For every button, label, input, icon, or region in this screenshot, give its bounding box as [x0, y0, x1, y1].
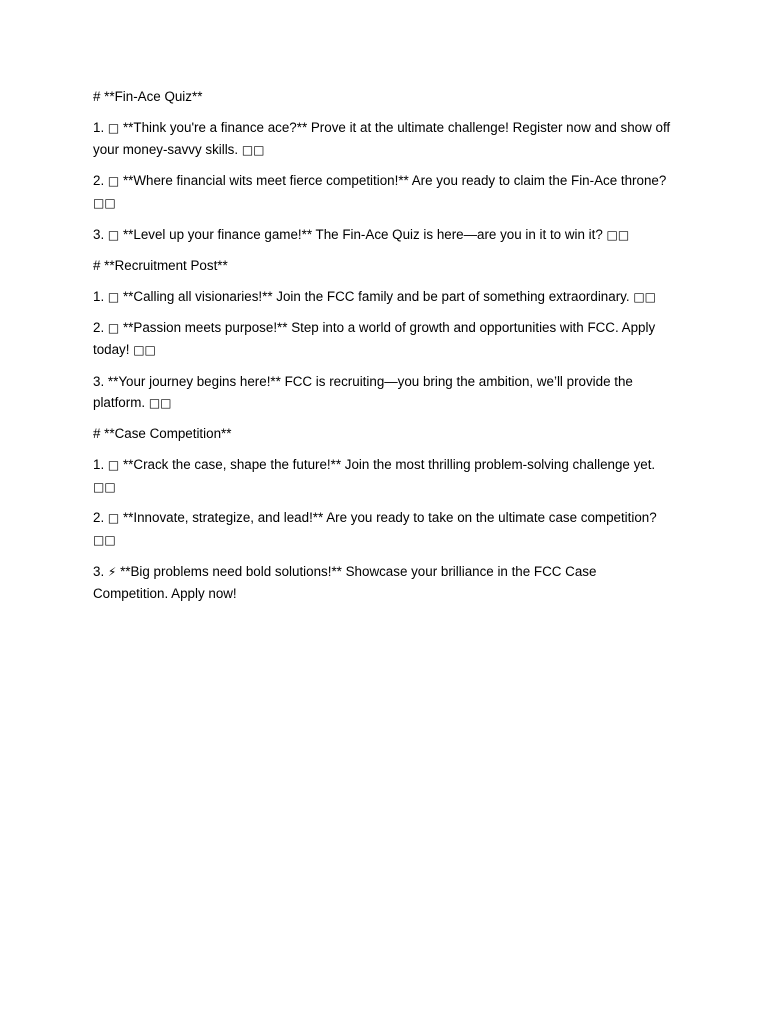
- item-number: 3.: [93, 563, 105, 579]
- list-item: [93, 286, 673, 308]
- missing-glyph-icon: □□: [93, 533, 116, 547]
- list-item: [93, 561, 673, 604]
- list-item: [93, 224, 673, 246]
- item-number: 3.: [93, 373, 105, 389]
- document-page: [93, 86, 673, 613]
- missing-glyph-icon: □: [107, 289, 120, 304]
- missing-glyph-icon: □□: [93, 479, 116, 494]
- item-text: **Big problems need bold solutions!** Showcase your brilliance in the FCC Case Competition. Apply now!: [93, 563, 597, 601]
- item-text: **Crack the case, shape the future!** Join the most thrilling problem-solving challenge yet.: [119, 456, 656, 472]
- item-number: 2.: [93, 173, 105, 188]
- item-number: 2.: [93, 510, 105, 525]
- missing-glyph-icon: □□: [133, 343, 156, 357]
- item-text: **Passion meets purpose!** Step into a world of growth and opportunities with FCC. Apply today!: [93, 320, 656, 357]
- missing-glyph-icon: □: [107, 120, 120, 135]
- item-number: 1.: [93, 456, 105, 472]
- missing-glyph-icon: □: [107, 174, 120, 188]
- lightning-icon: ⚡: [107, 564, 117, 579]
- list-item: [93, 507, 673, 551]
- missing-glyph-icon: □□: [606, 227, 630, 242]
- item-text: **Level up your finance game!** The Fin-Ace Quiz is here—are you in it to win it?: [119, 226, 603, 242]
- missing-glyph-icon: □□: [148, 395, 172, 410]
- missing-glyph-icon: □□: [241, 142, 265, 157]
- section-heading-recruitment-post: # **Recruitment Post**: [93, 258, 228, 273]
- item-text: **Innovate, strategize, and lead!** Are you ready to take on the ultimate case competition?: [119, 510, 657, 525]
- list-item: [93, 371, 673, 414]
- list-item: [93, 117, 673, 161]
- list-item: [93, 170, 673, 214]
- item-number: 3.: [93, 226, 105, 242]
- section-heading-fin-ace-quiz: # **Fin-Ace Quiz**: [93, 89, 203, 104]
- missing-glyph-icon: □: [107, 457, 120, 472]
- item-number: 1.: [93, 119, 105, 135]
- item-text: **Calling all visionaries!** Join the FCC family and be part of something extraordinary.: [119, 288, 630, 304]
- list-item: [93, 454, 673, 498]
- item-text: **Your journey begins here!** FCC is recruiting—you bring the ambition, we’ll provide the platform.: [93, 373, 633, 410]
- missing-glyph-icon: □□: [633, 289, 656, 304]
- list-item: [93, 317, 673, 361]
- section-heading-case-competition: # **Case Competition**: [93, 426, 232, 441]
- missing-glyph-icon: □: [107, 227, 120, 242]
- missing-glyph-icon: □□: [93, 196, 116, 210]
- missing-glyph-icon: □: [107, 511, 120, 525]
- item-number: 1.: [93, 288, 105, 304]
- item-text: **Where financial wits meet fierce competition!** Are you ready to claim the Fin-Ace throne?: [119, 173, 667, 188]
- item-number: 2.: [93, 320, 105, 335]
- item-text: **Think you're a finance ace?** Prove it at the ultimate challenge! Register now and show off your money-savvy skills.: [93, 119, 671, 157]
- missing-glyph-icon: □: [107, 321, 120, 335]
